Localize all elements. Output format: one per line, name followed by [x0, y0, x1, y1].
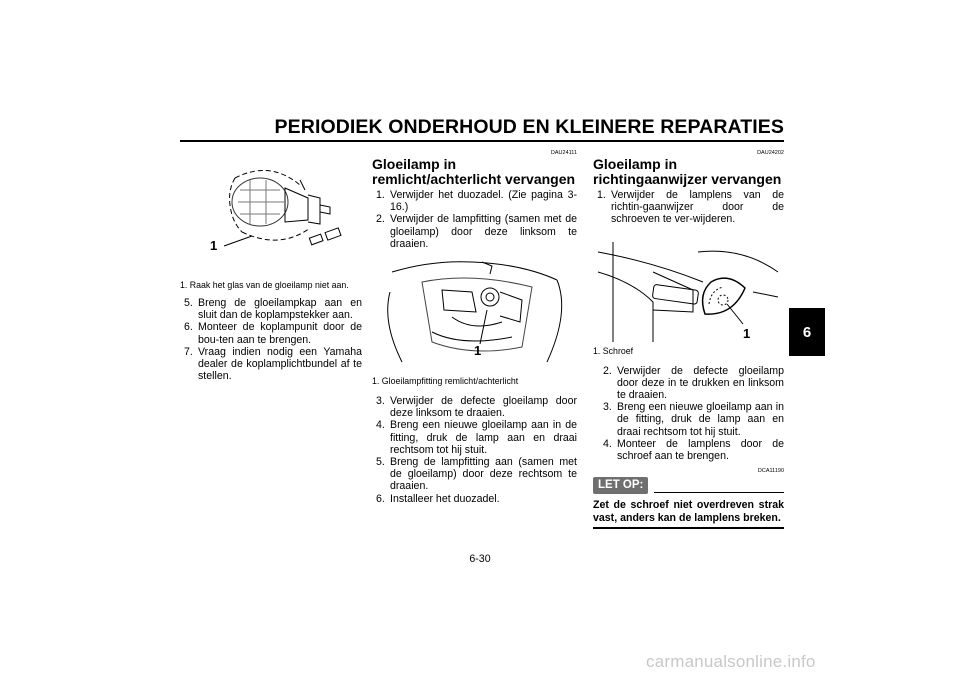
chapter-tab[interactable]: 6	[789, 308, 825, 356]
list-item: 3. Breng een nieuwe gloeilamp aan in de fitting, druk de lamp aan en draai rechtsom tot hij stuit.	[603, 401, 784, 438]
figure-callout-1: 1	[474, 343, 482, 359]
notice-text: Zet de schroef niet overdreven strak vast, anders kan de lamplens breken.	[593, 499, 784, 524]
page-header: PERIODIEK ONDERHOUD EN KLEINERE REPARATIES	[274, 116, 784, 138]
tail-light-socket-illustration	[372, 252, 577, 370]
section-code: DAU24111	[550, 150, 577, 156]
list-item: 4. Breng een nieuwe gloeilamp aan in de fitting, druk de lamp aan en draai rechtsom tot hij stuit.	[376, 419, 577, 456]
turn-signal-illustration	[593, 232, 784, 344]
list-item: 1. Verwijder de lamplens van de richtin-gaanwijzer door de schroeven te ver-wijderen.	[597, 189, 784, 226]
list-item: 5. Breng de lampfitting aan (samen met de gloeilamp) door deze rechtsom te draaien.	[376, 456, 577, 493]
watermark: carmanualsonline.info	[646, 652, 816, 671]
list-item: 7. Vraag indien nodig een Yamaha dealer de koplamplichtbundel af te stellen.	[184, 345, 362, 383]
notice-end-rule	[593, 527, 784, 529]
list-item: 3. Verwijder de defecte gloeilamp door deze linksom te draaien.	[376, 395, 577, 420]
figure-caption: 1. Gloeilampfitting remlicht/achterlicht	[372, 376, 519, 387]
steps-list	[593, 365, 784, 463]
section-title: Gloeilamp in richtingaanwijzer vervangen	[593, 156, 782, 187]
section-title: Gloeilamp in remlicht/achterlicht vervangen	[372, 156, 576, 187]
header-rule	[180, 140, 784, 142]
headlight-bulb-illustration	[180, 150, 362, 270]
section-code: DAU24202	[757, 150, 784, 156]
figure-callout-1: 1	[743, 325, 751, 341]
list-item: 4. Monteer de lamplens door de schroef aan te brengen.	[603, 437, 784, 463]
left-column	[180, 150, 362, 382]
notice-rule	[654, 492, 784, 494]
list-item: 1. Verwijder het duozadel. (Zie pagina 3-16.)	[376, 189, 577, 214]
notice-label: LET OP:	[593, 477, 648, 494]
right-column	[593, 150, 784, 529]
list-item: 6. Installeer het duozadel.	[376, 492, 500, 505]
list-item: 2. Verwijder de defecte gloeilamp door deze in te drukken en linksom te draaien.	[603, 364, 784, 402]
figure-caption: 1. Raak het glas van de gloeilamp niet aan.	[180, 280, 349, 290]
list-item: 5. Breng de gloeilampkap aan en sluit dan de koplampstekker aan.	[184, 297, 362, 322]
page-number: 6-30	[469, 553, 491, 565]
notice-header	[593, 477, 784, 494]
figure-callout-1: 1	[210, 238, 218, 253]
steps-list	[372, 189, 577, 250]
steps-list	[593, 189, 784, 226]
list-item: 6. Monteer de koplampunit door de bou-ten aan te brengen.	[184, 321, 362, 346]
notice-code: DCA11190	[757, 468, 784, 475]
figure-caption: 1. Schroef	[593, 345, 634, 356]
steps-list	[180, 297, 362, 382]
steps-list	[372, 395, 577, 505]
list-item: 2. Verwijder de lampfitting (samen met de gloeilamp) door deze linksom te draaien.	[376, 213, 577, 250]
middle-column	[372, 150, 577, 505]
